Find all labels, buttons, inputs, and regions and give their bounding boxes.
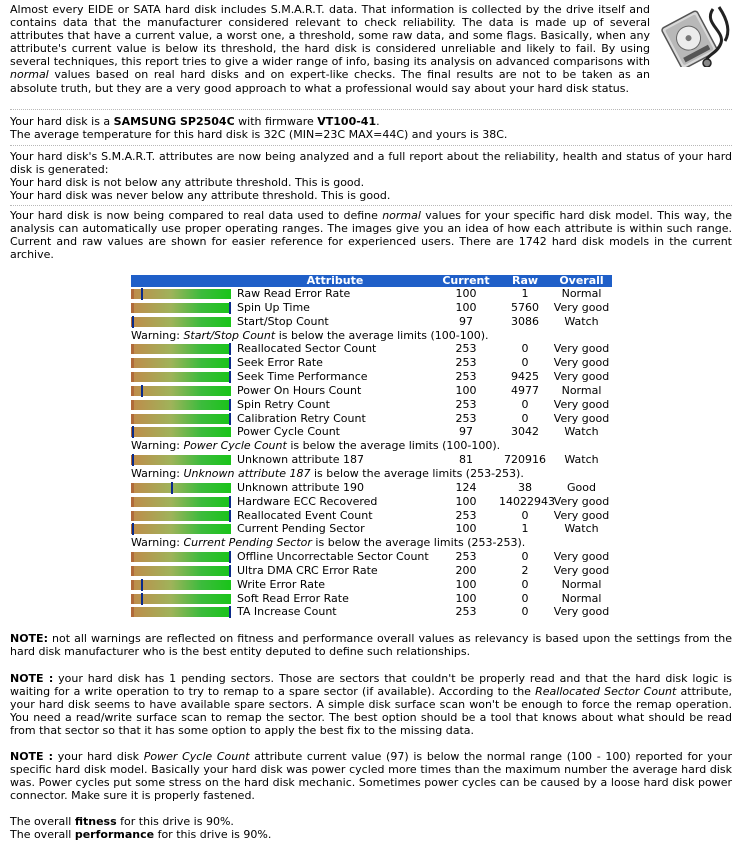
current-value: 100	[455, 591, 477, 605]
raw-value: 0	[521, 397, 529, 411]
table-row	[131, 356, 612, 370]
current-value: 97	[459, 314, 473, 328]
range-bar	[131, 400, 231, 410]
current-value: 253	[455, 356, 477, 370]
range-bar	[131, 511, 231, 521]
range-marker	[229, 551, 231, 563]
range-marker	[229, 399, 231, 411]
raw-value: 1	[521, 522, 529, 536]
disk-firmware: VT100-41	[317, 115, 377, 128]
current-value: 124	[455, 480, 477, 494]
overall-value: Watch	[564, 522, 599, 536]
raw-value: 720916	[504, 453, 546, 467]
attribute-name: Ultra DMA CRC Error Rate	[237, 563, 378, 577]
raw-value: 3042	[511, 425, 539, 439]
warning-row: Warning: Start/Stop Count is below the average limits (100-100).	[131, 328, 489, 342]
overall-value: Watch	[564, 314, 599, 328]
current-value: 253	[455, 508, 477, 522]
current-value: 100	[455, 522, 477, 536]
table-row	[131, 509, 612, 523]
table-row	[131, 453, 612, 467]
attribute-name: Offline Uncorrectable Sector Count	[237, 550, 429, 564]
overall-value: Good	[567, 480, 596, 494]
attribute-name: Seek Error Rate	[237, 356, 323, 370]
raw-value: 0	[521, 356, 529, 370]
raw-value: 0	[521, 411, 529, 425]
analysis-block: Your hard disk's S.M.A.R.T. attributes are now being analyzed and a full report about the reliability, health and status of your hard disk is generated: Your hard disk is not below any attribute threshold. This is good. Your hard disk was never below any attribute threshold. This is good.	[10, 150, 732, 203]
overall-value: Very good	[553, 605, 610, 619]
current-value: 253	[455, 370, 477, 384]
overall-value: Watch	[564, 425, 599, 439]
range-bar	[131, 455, 231, 465]
header-overall: Overall	[559, 274, 604, 287]
raw-value: 1	[521, 287, 529, 300]
range-bar	[131, 317, 231, 327]
range-marker	[132, 523, 134, 535]
attribute-name: Power On Hours Count	[237, 383, 362, 397]
raw-value: 14022943	[499, 494, 555, 508]
temperature-line: The average temperature for this hard disk is 32C (MIN=23C MAX=44C) and yours is 38C.	[10, 128, 508, 142]
range-marker	[229, 357, 231, 369]
overall-value: Very good	[553, 370, 610, 384]
table-row	[131, 495, 612, 509]
overall-value: Very good	[553, 508, 610, 522]
raw-value: 9425	[511, 370, 539, 384]
raw-value: 0	[521, 550, 529, 564]
attribute-name: TA Increase Count	[237, 605, 337, 619]
range-bar	[131, 372, 231, 382]
overall-value: Very good	[553, 550, 610, 564]
attribute-name: Soft Read Error Rate	[237, 591, 349, 605]
range-bar	[131, 289, 231, 299]
raw-value: 4977	[511, 383, 539, 397]
current-value: 253	[455, 605, 477, 619]
current-value: 100	[455, 383, 477, 397]
current-value: 100	[455, 300, 477, 314]
note-power-cycle: NOTE : your hard disk Power Cycle Count attribute current value (97) is below the normal range (100 - 100) reported for your specific hard disk model. Basically your hard disk was power cycled more times than the maximum number the average hard disk was. Power cycles put some stress on the hard disk mechanic. Sometimes power cycles can be caused by a loose hard disk power connector. Make sure it is properly fastened.	[10, 750, 733, 803]
disk-info: Your hard disk is a SAMSUNG SP2504C with firmware VT100-41. The average temperature for this hard disk is 32C (MIN=23C MAX=44C) and yours is 38C.	[10, 115, 732, 141]
overall-value: Very good	[553, 356, 610, 370]
raw-value: 0	[521, 508, 529, 522]
current-value: 100	[455, 577, 477, 591]
attribute-name: Unknown attribute 187	[237, 453, 365, 467]
table-row	[131, 605, 612, 619]
table-row	[131, 342, 612, 356]
header-raw: Raw	[511, 274, 539, 287]
table-row	[131, 370, 612, 384]
warning-row: Warning: Current Pending Sector is below the average limits (253-253).	[131, 536, 526, 550]
range-marker	[141, 593, 143, 605]
range-marker	[141, 288, 143, 300]
current-value: 81	[459, 453, 473, 467]
overall-value: Normal	[561, 383, 602, 397]
attribute-name: Write Error Rate	[237, 577, 326, 591]
raw-value: 0	[521, 577, 529, 591]
overall-value: Normal	[561, 591, 602, 605]
warning-row: Warning: Power Cycle Count is below the average limits (100-100).	[131, 439, 501, 453]
range-marker	[229, 371, 231, 383]
current-value: 253	[455, 550, 477, 564]
raw-value: 3086	[511, 314, 539, 328]
overall-value: Very good	[553, 397, 610, 411]
note-warnings: NOTE: not all warnings are reflected on fitness and performance overall values as relevancy is based upon the settings from the hard disk manufacturer who is the best entity deputed to define such relationships.	[10, 632, 732, 659]
range-bar	[131, 303, 231, 313]
table-row	[131, 315, 612, 329]
current-value: 200	[455, 563, 477, 577]
range-bar	[131, 552, 231, 562]
table-row	[131, 412, 612, 426]
attribute-name: Hardware ECC Recovered	[237, 494, 378, 508]
table-row	[131, 384, 612, 398]
table-row	[131, 592, 612, 606]
current-value: 253	[455, 342, 477, 356]
table-row	[131, 301, 612, 315]
table-row	[131, 564, 612, 578]
warning-row: Warning: Unknown attribute 187 is below the average limits (253-253).	[131, 466, 524, 480]
overall-value: Very good	[553, 494, 610, 508]
overall-value: Normal	[561, 577, 602, 591]
attribute-name: Spin Retry Count	[237, 397, 330, 411]
overall-fitness: The overall fitness for this drive is 90%.	[10, 815, 234, 828]
attribute-name: Spin Up Time	[237, 300, 310, 314]
note-pending-sectors: NOTE : your hard disk has 1 pending sectors. Those are sectors that couldn't be properly read and that the hard disk logic is waiting for a write operation to try to remap to a spare sector (if available). According to the Reallocated Sector Count attribute, your hard disk seems to have available spare sectors. A simple disk surface scan won't be enough to force the remap operation. You need a read/write surface scan to remap the sector. The best option should be a tool that knows about what should be read from that sector so that it has some option to apply the best fix to the missing data.	[10, 672, 733, 738]
current-value: 100	[455, 287, 477, 300]
range-bar	[131, 344, 231, 354]
comparison-paragraph: Your hard disk is now being compared to real data used to define normal values for your specific hard disk model. This way, the analysis can automatically use proper operating ranges. The images give you an idea of how each attribute is within such range. Current and raw values are shown for easier reference for experienced users. There are 1742 hard disk models in the current archive.	[10, 209, 733, 262]
table-header	[131, 275, 612, 287]
range-bar	[131, 580, 231, 590]
separator	[10, 109, 732, 110]
raw-value: 2	[521, 563, 529, 577]
header-current: Current	[442, 274, 490, 287]
raw-value: 38	[518, 480, 532, 494]
header-attribute: Attribute	[306, 275, 364, 287]
current-value: 253	[455, 411, 477, 425]
range-marker	[229, 565, 231, 577]
raw-value: 0	[521, 591, 529, 605]
raw-value: 5760	[511, 300, 539, 314]
table-row	[131, 550, 612, 564]
range-bar	[131, 524, 231, 534]
range-bar	[131, 566, 231, 576]
range-marker	[229, 413, 231, 425]
current-value: 253	[455, 397, 477, 411]
overall-value: Very good	[553, 300, 610, 314]
table-row	[131, 481, 612, 495]
overall-value: Very good	[553, 342, 610, 356]
overall-value: Normal	[561, 287, 602, 300]
attribute-name: Seek Time Performance	[237, 370, 368, 384]
range-marker	[141, 579, 143, 591]
table-row	[131, 522, 612, 536]
range-bar	[131, 358, 231, 368]
table-row	[131, 287, 612, 301]
range-bar	[131, 497, 231, 507]
separator	[10, 205, 732, 206]
range-marker	[171, 482, 173, 494]
range-bar	[131, 607, 231, 617]
attribute-name: Unknown attribute 190	[237, 480, 365, 494]
range-marker	[229, 606, 231, 618]
disk-model: SAMSUNG SP2504C	[113, 115, 235, 128]
overall-value: Very good	[553, 411, 610, 425]
intro-paragraph: Almost every EIDE or SATA hard disk includes S.M.A.R.T. data. That information is collected by the drive itself and contains data that the manufacturer considered relevant to check reliability. The data is made up of several attributes that have a current value, a worst one, a threshold, some raw data, and some flags. Basically, when any attribute's current value is below its threshold, the hard disk is considered unreliable and likely to fail. By using several techniques, this report tries to give a wider range of info, basing its analysis on advanced comparisons with normal values based on real hard disks and on expert-like checks. The final results are not to be taken as an absolute truth, but they are a very good approach to what a professional would say about your hard disk status.	[10, 3, 651, 95]
overall-summary	[10, 815, 732, 841]
range-marker	[229, 343, 231, 355]
range-marker	[229, 496, 231, 508]
range-bar	[131, 594, 231, 604]
attribute-name: Power Cycle Count	[237, 425, 340, 439]
range-bar	[131, 414, 231, 424]
separator	[10, 145, 732, 146]
range-bar	[131, 427, 231, 437]
range-marker	[132, 316, 134, 328]
attribute-name: Reallocated Sector Count	[237, 342, 377, 356]
attribute-name: Calibration Retry Count	[237, 411, 366, 425]
overall-value: Watch	[564, 453, 599, 467]
overall-performance: The overall performance for this drive is 90%.	[10, 828, 272, 842]
smart-attributes-table	[131, 275, 612, 619]
table-row	[131, 578, 612, 592]
range-marker	[229, 510, 231, 522]
raw-value: 0	[521, 342, 529, 356]
attribute-name: Raw Read Error Rate	[237, 287, 351, 300]
range-marker	[229, 302, 231, 314]
range-bar	[131, 386, 231, 396]
range-marker	[132, 426, 134, 438]
attribute-name: Reallocated Event Count	[237, 508, 373, 522]
overall-value: Very good	[553, 563, 610, 577]
attribute-name: Start/Stop Count	[237, 314, 329, 328]
hard-disk-stethoscope-icon	[655, 3, 735, 67]
range-marker	[141, 385, 143, 397]
current-value: 97	[459, 425, 473, 439]
raw-value: 0	[521, 605, 529, 619]
table-row	[131, 398, 612, 412]
current-value: 100	[455, 494, 477, 508]
range-bar	[131, 483, 231, 493]
table-row	[131, 425, 612, 439]
range-marker	[132, 454, 134, 466]
attribute-name: Current Pending Sector	[237, 522, 365, 536]
